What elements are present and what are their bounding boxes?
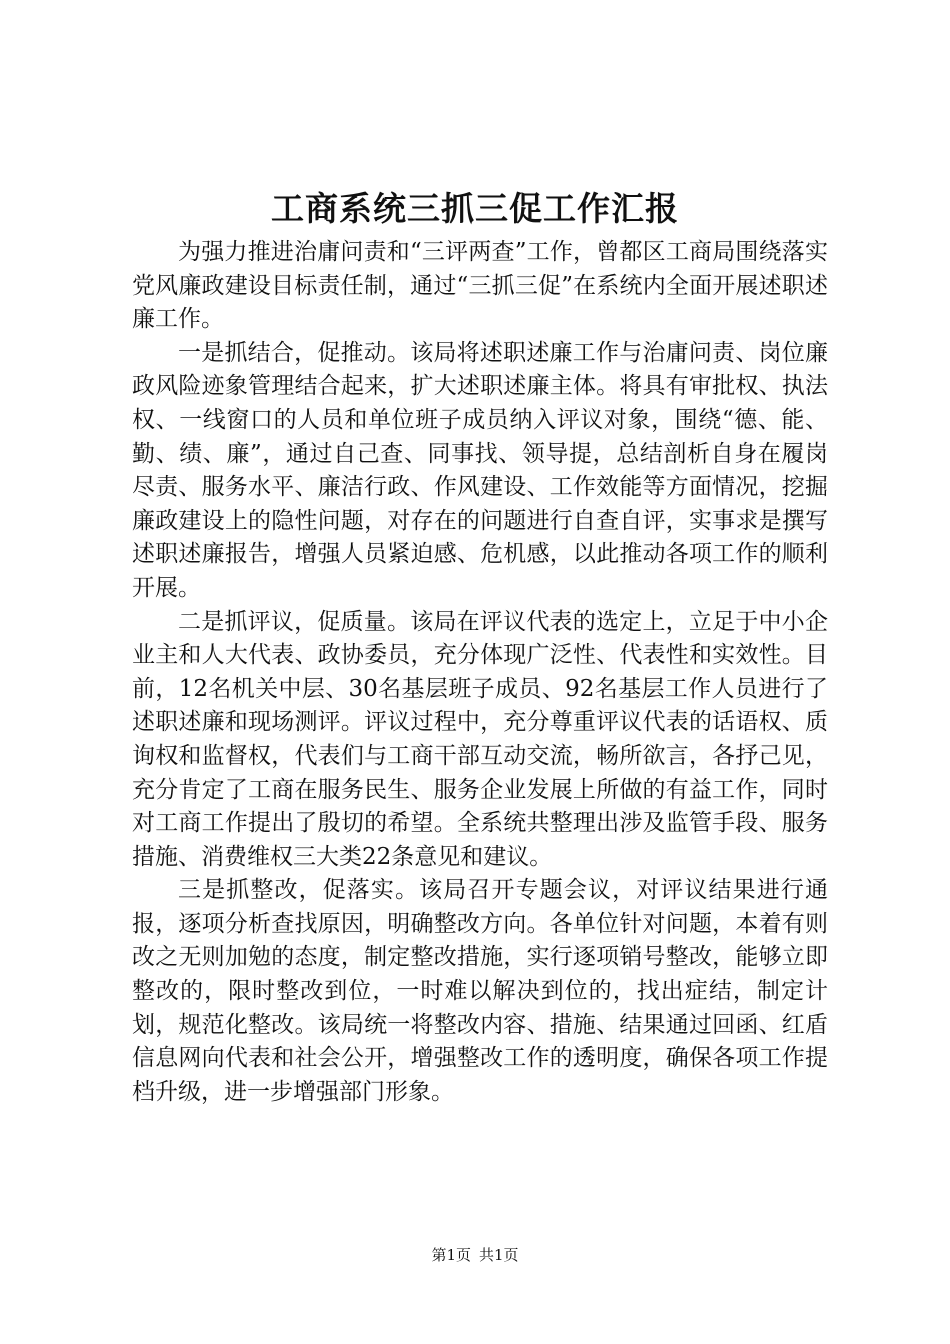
paragraph-second-point: 二是抓评议，促质量。该局在评议代表的选定上，立足于中小企业主和人大代表、政协委员，充分体现广泛性、代表性和实效性。目前，12名机关中层、30名基层班子成员、92名基层工作人员进行了述职述廉和现场测评。评议过程中，充分尊重评议代表的话语权、质询权和监督权，代表们与工商干部互动交流，畅所欲言，各抒己见，充分肯定了工商在服务民生、服务企业发展上所做的有益工作，同时对工商工作提出了殷切的希望。全系统共整理出涉及监管手段、服务措施、消费维权三大类22条意见和建议。 xyxy=(132,608,828,870)
page-number: 第1页 xyxy=(431,1246,471,1264)
paragraph-third-point: 三是抓整改，促落实。该局召开专题会议，对评议结果进行通报，逐项分析查找原因，明确整改方向。各单位针对问题，本着有则改之无则加勉的态度，制定整改措施，实行逐项销号整改，能够立即整改的，限时整改到位，一时难以解决到位的，找出症结，制定计划，规范化整改。该局统一将整改内容、措施、结果通过回函、红盾信息网向代表和社会公开，增强整改工作的透明度，确保各项工作提档升级，进一步增强部门形象。 xyxy=(132,877,828,1105)
page-footer xyxy=(0,1244,950,1266)
document-body xyxy=(132,236,828,1109)
paragraph-first-point: 一是抓结合，促推动。该局将述职述廉工作与治庸问责、岗位廉政风险迹象管理结合起来，扩大述职述廉主体。将具有审批权、执法权、一线窗口的人员和单位班子成员纳入评议对象，围绕“德、能、勤、绩、廉”，通过自己查、同事找、领导提，总结剖析自身在履岗尽责、服务水平、廉洁行政、作风建设、工作效能等方面情况，挖掘廉政建设上的隐性问题，对存在的问题进行自查自评，实事求是撰写述职述廉报告，增强人员紧迫感、危机感，以此推动各项工作的顺利开展。 xyxy=(132,339,828,601)
page-total: 共1页 xyxy=(479,1246,519,1264)
paragraph-intro: 为强力推进治庸问责和“三评两查”工作，曾都区工商局围绕落实党风廉政建设目标责任制，通过“三抓三促”在系统内全面开展述职述廉工作。 xyxy=(132,239,828,333)
document-title: 工商系统三抓三促工作汇报 xyxy=(271,189,679,228)
